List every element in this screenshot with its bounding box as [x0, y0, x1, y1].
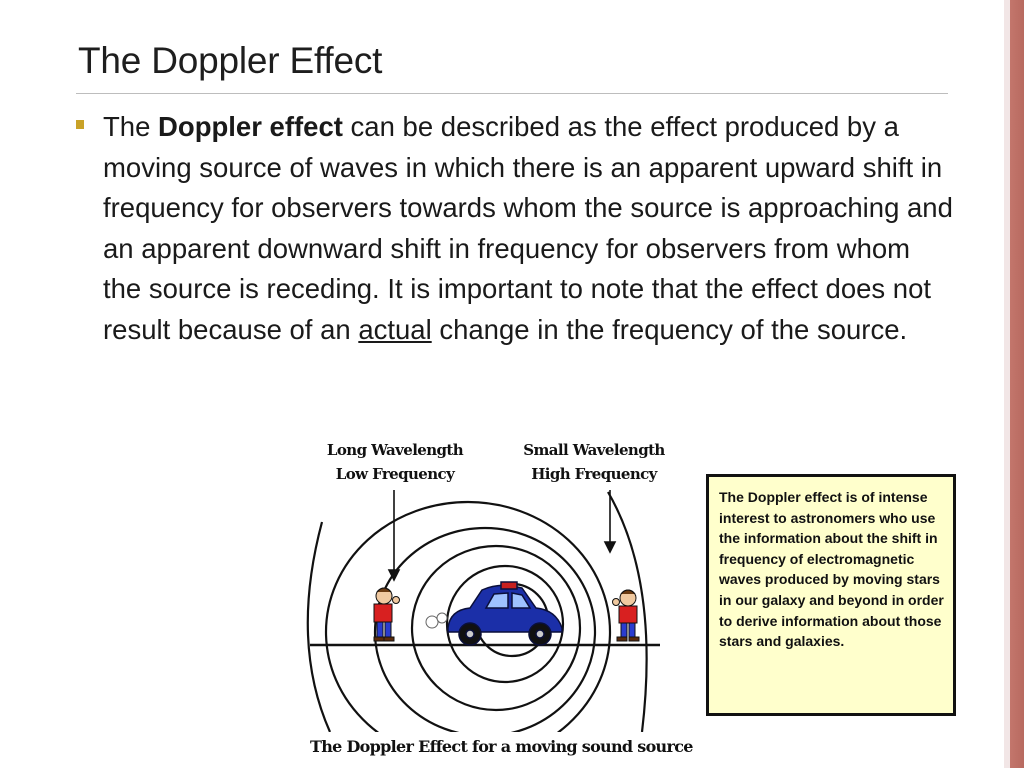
long-wavelength-text: Long Wavelength — [326, 441, 464, 459]
small-wavelength-text: Small Wavelength — [523, 441, 665, 459]
left-observer — [374, 588, 400, 641]
low-frequency-text: Low Frequency — [335, 465, 455, 483]
car — [448, 582, 562, 645]
right-arrow-head — [605, 542, 615, 552]
bold-term: Doppler effect — [158, 111, 343, 142]
slide-accent-bar — [1004, 0, 1024, 768]
bullet-lead: The — [103, 111, 159, 142]
doppler-figure — [300, 432, 700, 768]
astronomy-note-text: The Doppler effect is of intense interest to astronomers who use the information about the shift in frequency of electromagnetic waves produced by moving stars in our galaxy and beyond in order to derive information about those stars and galaxies. — [719, 489, 944, 650]
bullet-text-main: can be described as the effect produced by a moving source of waves in which there is an apparent upward shift in frequency for observers towards whom the source is approaching and an apparent downward shift in frequency for observers from whom the source is receding. It is important to note that the effect does not result because of an — [103, 111, 953, 345]
exhaust-puff — [426, 616, 438, 628]
underlined-word: actual — [358, 313, 432, 345]
high-frequency-text: High Frequency — [531, 465, 657, 483]
right-observer — [613, 590, 640, 641]
title-divider — [76, 93, 948, 94]
slide-title: The Doppler Effect — [78, 40, 383, 81]
figure-caption: The Doppler Effect for a moving sound source — [310, 737, 693, 756]
bullet-paragraph — [103, 107, 953, 350]
car-roof-light — [501, 582, 517, 589]
bullet-text-end: change in the frequency of the source. — [431, 313, 908, 345]
bullet-marker — [76, 120, 84, 129]
wave-diagram — [300, 432, 700, 732]
astronomy-note-box — [706, 474, 956, 716]
